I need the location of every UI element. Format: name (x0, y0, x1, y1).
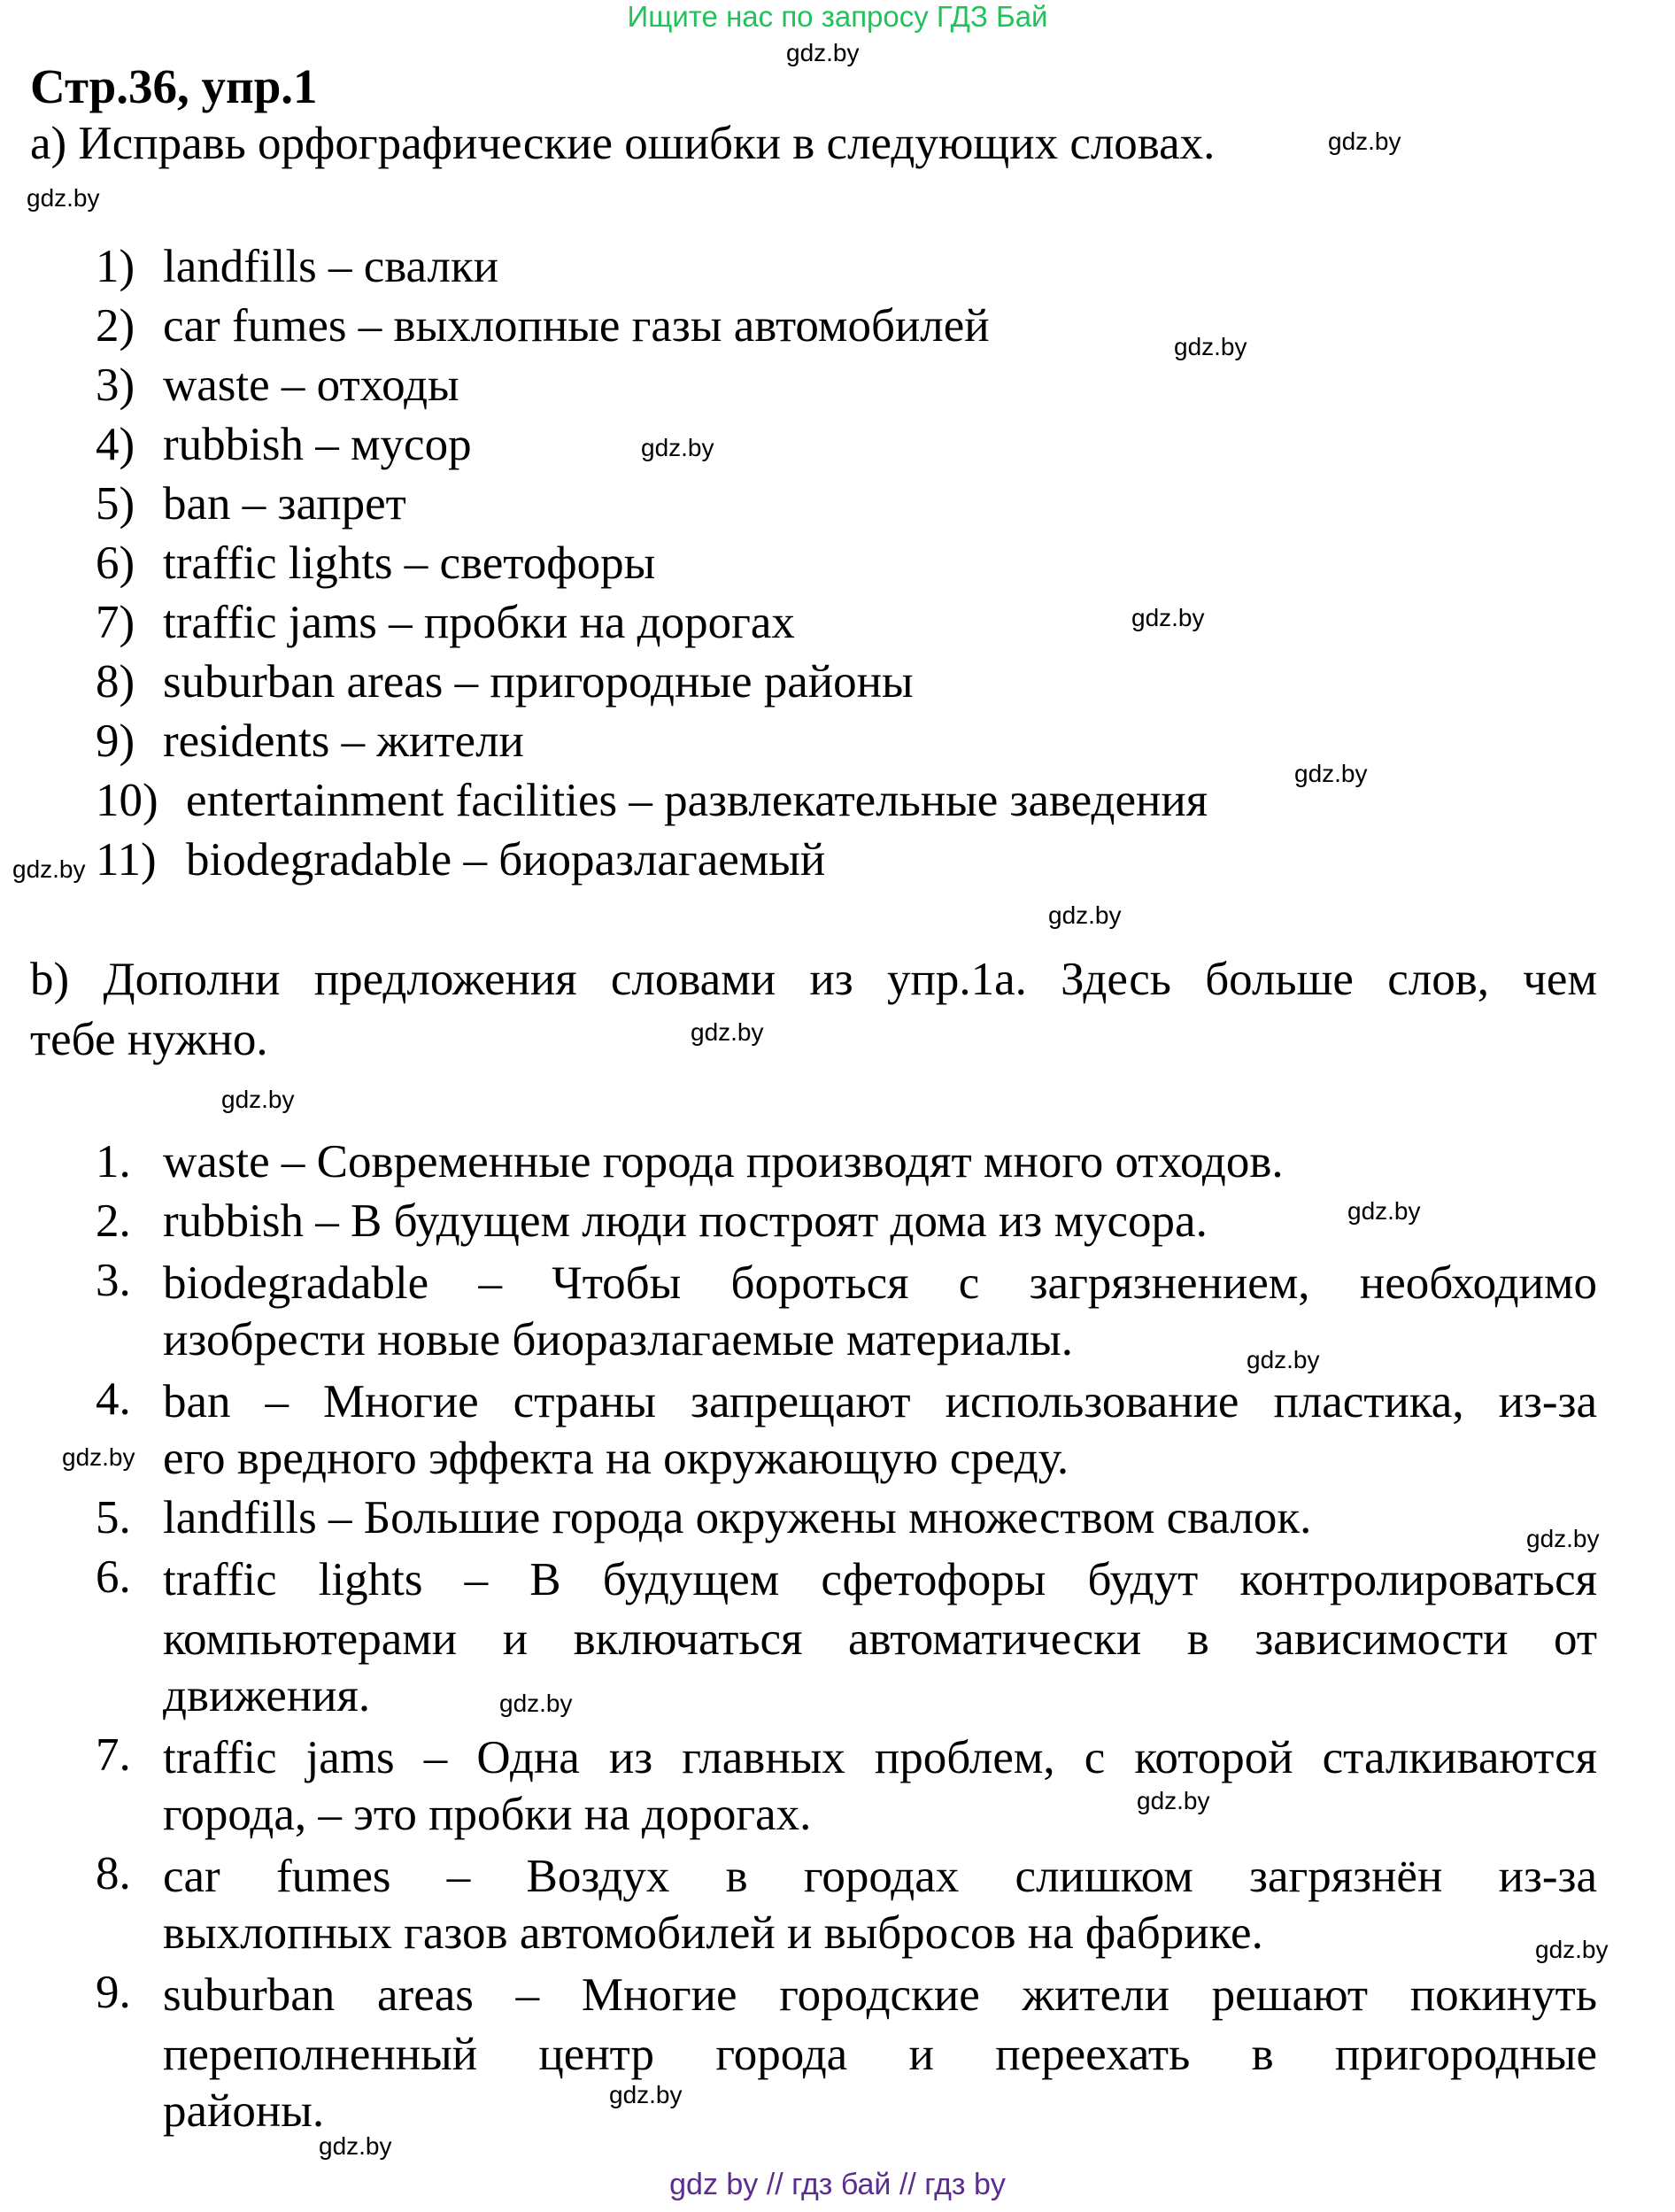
watermark: gdz.by (1294, 760, 1368, 787)
list-item (96, 712, 524, 770)
site-banner: Ищите нас по запросу ГДЗ Бай (627, 0, 1048, 33)
item-text: traffic jams – пробки на дорогах (163, 597, 795, 648)
watermark: gdz.by (641, 434, 714, 461)
watermark: gdz.by (1347, 1197, 1421, 1225)
item-text: traffic lights – светофоры (163, 538, 656, 589)
watermark: gdz.by (27, 184, 100, 212)
item-number: 7. (96, 1729, 131, 1781)
footer-watermark: gdz by // гдз бай // гдз by (669, 2168, 1006, 2201)
sentence-line: traffic jams – Одна из главных проблем, с которой сталкиваются (163, 1732, 1597, 1783)
item-text: waste – отходы (163, 360, 459, 411)
sentence-line: районы. (163, 2085, 325, 2137)
item-number: 4. (96, 1373, 131, 1425)
list-item (96, 771, 1208, 830)
watermark: gdz.by (609, 2081, 683, 2108)
sentence-line: suburban areas – Многие городские жители решают покинуть (163, 1969, 1597, 2021)
sentence-line: движения. (163, 1670, 371, 1721)
sentence-line: ban – Многие страны запрещают использование пластика, из-за (163, 1376, 1597, 1427)
item-number: 6) (96, 538, 135, 589)
list-item (96, 237, 498, 296)
sentence-line: переполненный центр города и переехать в пригородные (163, 2029, 1597, 2080)
item-number: 8) (96, 656, 135, 708)
sentence-line: biodegradable – Чтобы бороться с загрязнением, необходимо (163, 1257, 1597, 1309)
page-title: Стр.36, упр.1 (30, 59, 318, 113)
sentence-line: города, – это пробки на дорогах. (163, 1789, 812, 1840)
item-number: 7) (96, 597, 135, 648)
item-number: 2. (96, 1195, 131, 1247)
watermark: gdz.by (1328, 128, 1401, 155)
sentence-line: car fumes – Воздух в городах слишком загрязнён из-за (163, 1851, 1597, 1902)
item-number: 1. (96, 1136, 131, 1187)
item-text: car fumes – выхлопные газы автомобилей (163, 300, 990, 352)
sentence-line: изобрести новые биоразлагаемые материалы. (163, 1314, 1074, 1365)
item-text: entertainment facilities – развлекательные заведения (186, 775, 1208, 826)
sentence-line: landfills – Большие города окружены множеством свалок. (163, 1492, 1312, 1543)
sentence-line: traffic lights – В будущем сфетофоры будут контролироваться (163, 1554, 1597, 1605)
item-text: suburban areas – пригородные районы (163, 656, 914, 708)
item-text: ban – запрет (163, 478, 406, 530)
watermark: gdz.by (1131, 604, 1205, 631)
list-item (96, 653, 914, 711)
watermark: gdz.by (62, 1443, 135, 1471)
item-number: 11) (96, 834, 157, 886)
sentence-line: выхлопных газов автомобилей и выбросов на фабрике. (163, 1907, 1263, 1959)
item-text: biodegradable – биоразлагаемый (186, 834, 826, 886)
watermark: gdz.by (1535, 1936, 1609, 1963)
list-item (96, 831, 825, 889)
watermark: gdz.by (1247, 1346, 1320, 1373)
watermark: gdz.by (1048, 901, 1122, 929)
item-number: 9) (96, 715, 135, 767)
item-number: 10) (96, 775, 158, 826)
watermark: gdz.by (499, 1690, 573, 1717)
watermark: gdz.by (319, 2132, 392, 2160)
sentence-line: его вредного эффекта на окружающую среду. (163, 1433, 1069, 1484)
list-item (96, 415, 472, 474)
sentence-line: rubbish – В будущем люди построят дома из мусора. (163, 1195, 1208, 1247)
item-number: 4) (96, 419, 135, 470)
item-number: 3) (96, 360, 135, 411)
watermark: gdz.by (1137, 1787, 1210, 1814)
item-number: 3. (96, 1255, 131, 1306)
item-number: 1) (96, 241, 135, 292)
sentence-line: компьютерами и включаться автоматически в зависимости от (163, 1613, 1597, 1665)
watermark: gdz.by (221, 1086, 295, 1113)
item-number: 9. (96, 1967, 131, 2018)
item-text: rubbish – мусор (163, 419, 472, 470)
watermark: gdz.by (1174, 333, 1247, 360)
item-number: 6. (96, 1551, 131, 1603)
item-number: 5. (96, 1492, 131, 1543)
item-number: 5) (96, 478, 135, 530)
item-text: residents – жители (163, 715, 524, 767)
part-a-instruction: а) Исправь орфографические ошибки в следующих словах. (30, 118, 1216, 169)
list-item (96, 593, 795, 652)
list-item (96, 297, 990, 355)
sentence-line: waste – Современные города производят много отходов. (163, 1136, 1284, 1187)
watermark: gdz.by (691, 1018, 764, 1046)
list-item (96, 475, 406, 533)
list-item (96, 356, 459, 414)
item-text: landfills – свалки (163, 241, 499, 292)
watermark: gdz.by (786, 39, 860, 66)
part-b-instruction-cont: тебе нужно. (30, 1014, 268, 1065)
item-number: 2) (96, 300, 135, 352)
list-item (96, 534, 655, 592)
watermark: gdz.by (1526, 1525, 1600, 1552)
item-number: 8. (96, 1848, 131, 1899)
part-b-instruction: b) Дополни предложения словами из упр.1а. Здесь больше слов, чем (30, 954, 1597, 1005)
watermark: gdz.by (12, 855, 86, 883)
